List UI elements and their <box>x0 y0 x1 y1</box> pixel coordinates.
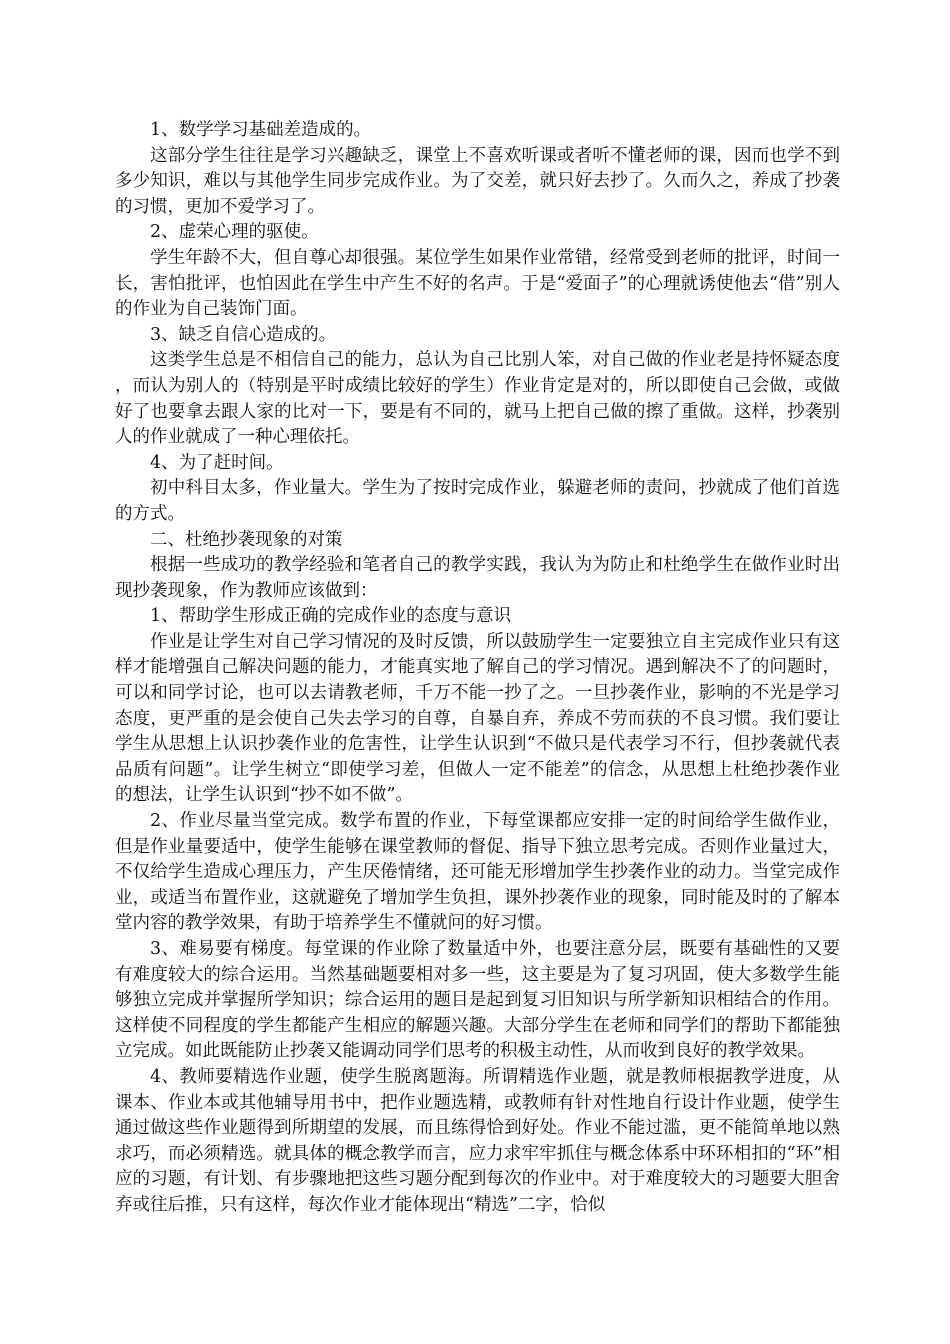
section-heading-4: 4、为了赶时间。 <box>150 452 284 473</box>
paragraph: 3、难易要有梯度。每堂课的作业除了数量适中外，也要注意分层，既要有基础性的又要有难度较大的综合运用。当然基础题要相对多一些，这主要是为了复习巩固，使大多数学生能够独立完成并掌握所学知识；综合运用的题目是起到复习旧知识与所学新知识相结合的作用。这样使不同程度的学生都能产生相应的解题兴趣。大部分学生在老师和同学们的帮助下都能独立完成。如此既能防止抄袭又能调动同学们思考的积极主动性，从而收到良好的教学效果。 <box>115 939 840 1062</box>
section-heading-1: 1、数学学习基础差造成的。 <box>150 120 372 140</box>
paragraph: 这类学生总是不相信自己的能力，总认为自己比别人笨，对自己做的作业老是持怀疑态度，而认为别人的（特别是平时成绩比较好的学生）作业肯定是对的，所以即使自己会做，或做好了也要拿去跟人家的比对一下，要是有不同的，就马上把自己做的擦了重做。这样，抄袭别人的作业就成了一种心理依托。 <box>115 350 840 448</box>
paragraph: 这部分学生往往是学习兴趣缺乏，课堂上不喜欢听课或者听不懂老师的课，因而也学不到多少知识，难以与其他学生同步完成作业。为了交差，就只好去抄了。久而久之，养成了抄袭的习惯，更加不爱学习了。 <box>115 145 840 217</box>
paragraph: 作业是让学生对自己学习情况的及时反馈，所以鼓励学生一定要独立自主完成作业只有这样才能增强自己解决问题的能力，才能真实地了解自己的学习情况。遇到解决不了的问题时，可以和同学讨论，也可以去请教老师，千万不能一抄了之。一旦抄袭作业，影响的不光是学习态度，更严重的是会使自己失去学习的自尊，自暴自弃，养成不劳而获的不良习惯。我们要让学生从思想上认识抄袭作业的危害性，让学生认识到“不做只是代表学习不行，但抄袭就代表品质有问题”。让学生树立“即使学习差，但做人一定不能差”的信念，从思想上杜绝抄袭作业的想法，让学生认识到“抄不如不做”。 <box>115 631 840 806</box>
subsection-heading-1: 1、帮助学生形成正确的完成作业的态度与意识 <box>150 606 512 627</box>
paragraph: 根据一些成功的教学经验和笔者自己的教学实践，我认为为防止和杜绝学生在做作业时出现抄袭现象，作为教师应该做到： <box>115 555 840 601</box>
paragraph: 2、作业尽量当堂完成。数学布置的作业，下每堂课都应安排一定的时间给学生做作业，但是作业量要适中，使学生能够在课堂教师的督促、指导下独立思考完成。否则作业量过大，不仅给学生造成心理压力，产生厌倦情绪，还可能无形增加学生抄袭作业的动力。当堂完成作业，或适当布置作业，这就避免了增加学生负担，课外抄袭作业的现象，同时能及时的了解本堂内容的教学效果，有助于培养学生不懂就问的好习惯。 <box>115 811 840 934</box>
section-heading-2: 2、虚荣心理的驱使。 <box>150 222 319 243</box>
paragraph: 初中科目太多，作业量大。学生为了按时完成作业，躲避老师的责问，抄就成了他们首选的方式。 <box>115 478 840 524</box>
section-heading-3: 3、缺乏自信心造成的。 <box>150 324 337 345</box>
paragraph: 4、教师要精选作业题，使学生脱离题海。所谓精选作业题，就是教师根据教学进度，从课本、作业本或其他辅导用书中，把作业题选精，或教师有针对性地自行设计作业题，使学生通过做这些作业题得到所期望的发展，而且练得恰到好处。作业不能过滥，更不能简单地以熟求巧，而必须精选。就具体的概念教学而言，应力求牢牢抓住与概念体系中环环相扣的“环”相应的习题，有计划、有步骤地把这些习题分配到每次的作业中。对于难度较大的习题要大胆舍弃或往后推，只有这样，每次作业才能体现出“精选”二字，恰似 <box>115 1066 840 1215</box>
document-page <box>115 118 840 1219</box>
paragraph: 学生年龄不大，但自尊心却很强。某位学生如果作业常错，经常受到老师的批评，时间一长，害怕批评，也怕因此在学生中产生不好的名声。于是“爱面子”的心理就诱使他去“借”别人的作业为自己装饰门面。 <box>115 247 840 320</box>
chapter-heading: 二、杜绝抄袭现象的对策 <box>150 529 343 550</box>
